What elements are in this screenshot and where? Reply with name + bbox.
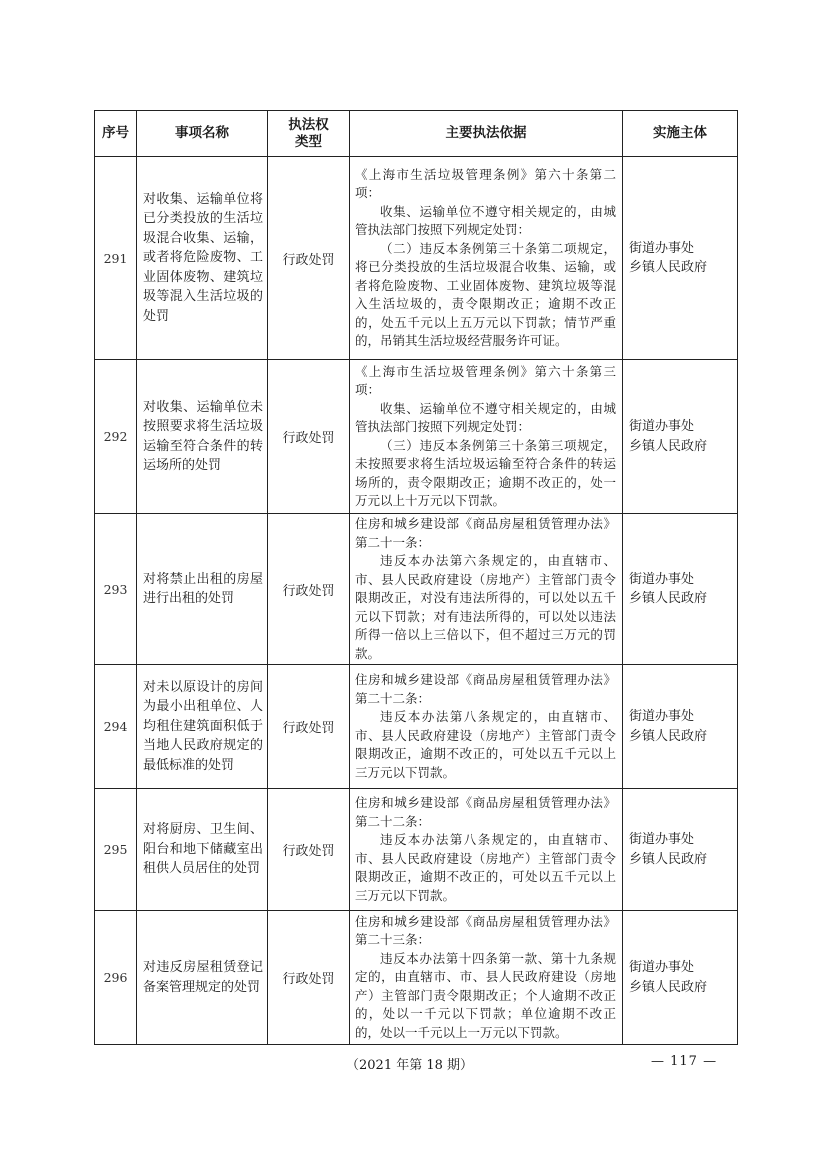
table-row — [95, 665, 738, 789]
row-item-name: 对违反房屋租赁登记备案管理规定的处罚 — [137, 911, 268, 1045]
row-body — [623, 789, 738, 911]
basis-clause: 收集、运输单位不遵守相关规定的，由城管执法部门按照下列规定处罚： — [355, 203, 616, 237]
row-body — [623, 911, 738, 1045]
row-serial: 293 — [95, 514, 137, 665]
basis-source: 《上海市生活垃圾管理条例》第六十条第二项： — [355, 166, 616, 200]
header-basis: 主要执法依据 — [350, 111, 623, 157]
row-serial: 292 — [95, 360, 137, 514]
table-header-row — [95, 111, 738, 157]
basis-source: 住房和城乡建设部《商品房屋租赁管理办法》第二十三条： — [355, 913, 616, 948]
row-power-type: 行政处罚 — [268, 665, 350, 789]
table-row — [95, 789, 738, 911]
issue-label: （2021 年第 18 期） — [346, 1058, 474, 1073]
body-line: 街道办事处 — [629, 960, 695, 975]
row-body — [623, 665, 738, 789]
row-basis — [350, 360, 623, 514]
basis-source: 住房和城乡建设部《商品房屋租赁管理办法》第二十二条： — [355, 795, 616, 829]
enforcement-table — [94, 110, 738, 1045]
row-basis — [350, 665, 623, 789]
header-body: 实施主体 — [623, 111, 738, 157]
row-item-name: 对收集、运输单位未按照要求将生活垃圾运输至符合条件的转运场所的处罚 — [137, 360, 268, 514]
row-power-type: 行政处罚 — [268, 360, 350, 514]
row-basis — [350, 157, 623, 360]
body-line: 街道办事处 — [629, 571, 695, 587]
header-serial: 序号 — [95, 111, 137, 157]
header-item-name: 事项名称 — [137, 111, 268, 157]
row-power-type: 行政处罚 — [268, 157, 350, 360]
row-basis — [350, 514, 623, 665]
row-power-type: 行政处罚 — [268, 514, 350, 665]
row-serial: 296 — [95, 911, 137, 1045]
row-body — [623, 157, 738, 360]
row-basis — [350, 789, 623, 911]
basis-clause: 违反本办法第八条规定的，由直辖市、市、县人民政府建设（房地产）主管部门责令限期改正，逾期不改正的，可处以五千元以上三万元以下罚款。 — [355, 832, 616, 903]
row-item-name: 对未以原设计的房间为最小出租单位、人均租住建筑面积低于当地人民政府规定的最低标准的处罚 — [137, 665, 268, 789]
row-item-name: 对将厨房、卫生间、阳台和地下储藏室出租供人员居住的处罚 — [137, 789, 268, 911]
basis-clause: 收集、运输单位不遵守相关规定的，由城管执法部门按照下列规定处罚： — [355, 400, 616, 434]
row-basis — [350, 911, 623, 1045]
table-row — [95, 157, 738, 360]
row-body — [623, 360, 738, 514]
table-row — [95, 360, 738, 514]
body-line: 乡镇人民政府 — [629, 979, 708, 995]
table-row — [95, 514, 738, 665]
row-body — [623, 514, 738, 665]
row-item-name: 对收集、运输单位将已分类投放的生活垃圾混合收集、运输，或者将危险废物、工业固体废物、建筑垃圾等混入生活垃圾的处罚 — [137, 157, 268, 360]
body-line: 乡镇人民政府 — [629, 260, 708, 275]
table-row — [95, 911, 738, 1045]
row-serial: 295 — [95, 789, 137, 911]
body-line: 街道办事处 — [629, 419, 695, 434]
basis-clause: 违反本办法第十四条第一款、第十九条规定的，由直辖市、市、县人民政府建设（房地产）主管部门责令限期改正；个人逾期不改正的，处以一千元以下罚款；单位逾期不改正的，处以一千元以上一万元以下罚款。 — [355, 950, 616, 1040]
header-power-type — [268, 111, 350, 157]
body-line: 街道办事处 — [629, 240, 695, 256]
basis-clause: 违反本办法第六条规定的，由直辖市、市、县人民政府建设（房地产）主管部门责令限期改正，对没有违法所得的，可以处以五千元以下罚款；对有违法所得的，可以处以违法所得一倍以上三倍以下，但不超过三万元的罚款。 — [355, 553, 616, 661]
body-line: 街道办事处 — [629, 709, 695, 724]
body-line: 乡镇人民政府 — [629, 438, 708, 454]
body-line: 乡镇人民政府 — [629, 728, 708, 744]
header-power-type-text: 执法权类型 — [288, 116, 329, 150]
body-line: 乡镇人民政府 — [629, 851, 708, 867]
row-item-name: 对将禁止出租的房屋进行出租的处罚 — [137, 514, 268, 665]
basis-clause: （二）违反本条例第三十条第二项规定，将已分类投放的生活垃圾混合收集、运输，或者将危险废物、工业固体废物、建筑垃圾等混入生活垃圾的，责令限期改正；逾期不改正的，处五千元以上五万元以下罚款；情节严重的，吊销其生活垃圾经营服务许可证。 — [355, 240, 616, 348]
body-line: 乡镇人民政府 — [629, 591, 708, 606]
basis-clause: 违反本办法第八条规定的，由直辖市、市、县人民政府建设（房地产）主管部门责令限期改正，逾期不改正的，可处以五千元以上三万元以下罚款。 — [355, 709, 616, 780]
basis-source: 《上海市生活垃圾管理条例》第六十条第三项： — [355, 363, 616, 397]
page-number: — 117 — — [651, 1054, 718, 1069]
basis-source: 住房和城乡建设部《商品房屋租赁管理办法》第二十二条： — [355, 672, 616, 706]
row-power-type: 行政处罚 — [268, 789, 350, 911]
row-serial: 294 — [95, 665, 137, 789]
row-serial: 291 — [95, 157, 137, 360]
body-line: 街道办事处 — [629, 832, 695, 847]
row-power-type: 行政处罚 — [268, 911, 350, 1045]
basis-source: 住房和城乡建设部《商品房屋租赁管理办法》第二十一条： — [355, 516, 616, 550]
basis-clause: （三）违反本条例第三十条第三项规定，未按照要求将生活垃圾运输至符合条件的转运场所的，责令限期改正；逾期不改正的，处一万元以上十万元以下罚款。 — [355, 437, 616, 508]
